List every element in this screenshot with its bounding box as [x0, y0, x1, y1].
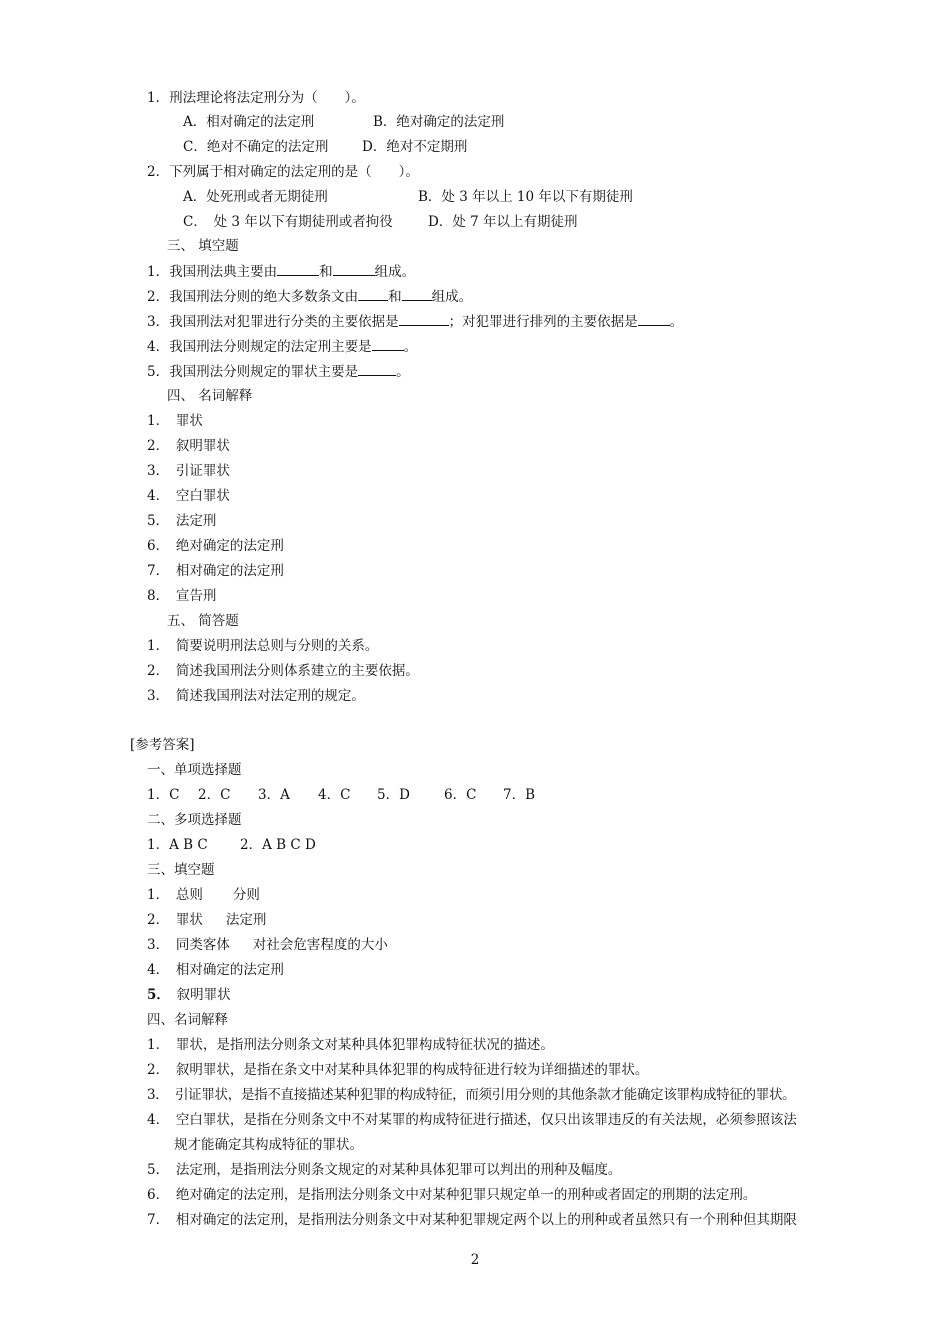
list-item: 3． 引证罪状	[147, 463, 230, 479]
option: A．处死刑或者无期徒刑	[183, 189, 328, 205]
answer-row-continuation: 规才能确定其构成特征的罪状。	[174, 1137, 363, 1153]
answer-row: 1． 罪状，是指刑法分则条文对某种具体犯罪构成特征状况的描述。	[147, 1037, 554, 1053]
answers-title: [参考答案]	[130, 737, 195, 753]
section-heading: 三、 填空题	[167, 238, 239, 254]
list-item: 1． 简要说明刑法总则与分则的关系。	[147, 638, 379, 654]
answer-row: 1． 总则 分则	[147, 887, 260, 903]
option: C． 处 3 年以下有期徒刑或者拘役	[183, 214, 393, 230]
fill-question: 3．我国刑法对犯罪进行分类的主要依据是 ；对犯罪进行排列的主要依据是 。	[147, 314, 684, 330]
answer-item: 2．A B C D	[240, 837, 316, 853]
list-item: 8． 宣告刑	[147, 588, 217, 604]
answer-row: 5． 法定刑，是指刑法分则条文规定的对某种具体犯罪可以判出的刑种及幅度。	[147, 1162, 622, 1178]
list-item: 2． 叙明罪状	[147, 438, 230, 454]
option: C．绝对不确定的法定刑	[183, 139, 329, 155]
fill-question: 2．我国刑法分则的绝大多数条文由 和 组成。	[147, 289, 473, 305]
answer-row: 3． 引证罪状，是指不直接描述某种犯罪的构成特征，而须引用分则的其他条款才能确定该罪构成特征的罪状。	[147, 1087, 796, 1103]
fill-question: 1．我国刑法典主要由 和 组成。	[147, 264, 416, 280]
list-item: 6． 绝对确定的法定刑	[147, 538, 284, 554]
question-stem: 2．下列属于相对确定的法定刑的是（ ）。	[147, 164, 419, 180]
answer-item: 2．C	[198, 787, 231, 803]
list-item: 3． 简述我国刑法对法定刑的规定。	[147, 688, 365, 704]
section-heading: 五、 简答题	[167, 613, 239, 629]
fill-question: 5．我国刑法分则规定的罪状主要是 。	[147, 364, 410, 380]
list-item: 7． 相对确定的法定刑	[147, 563, 284, 579]
option: B．处 3 年以上 10 年以下有期徒刑	[418, 189, 633, 205]
blank-line	[358, 362, 396, 376]
list-item: 4． 空白罪状	[147, 488, 230, 504]
option: D．处 7 年以上有期徒刑	[428, 214, 578, 230]
list-item: 5． 法定刑	[147, 513, 217, 529]
option: A．相对确定的法定刑	[183, 114, 315, 130]
section-heading: 四、 名词解释	[167, 388, 253, 404]
answer-row: 2． 叙明罪状，是指在条文中对某种具体犯罪的构成特征进行较为详细描述的罪状。	[147, 1062, 649, 1078]
answer-item: 1．C	[147, 787, 180, 803]
answer-item: 7．B	[503, 787, 536, 803]
answer-item: 6．C	[444, 787, 477, 803]
question-stem: 1．刑法理论将法定刑分为（ ）。	[147, 90, 365, 106]
answer-item: 5．D	[377, 787, 410, 803]
answer-row: 3． 同类客体 对社会危害程度的大小	[147, 937, 388, 953]
answer-row: 5． 叙明罪状	[147, 987, 231, 1003]
section-heading: 四、名词解释	[147, 1012, 228, 1028]
blank-line	[358, 287, 388, 301]
blank-line	[372, 337, 404, 351]
option: B．绝对确定的法定刑	[373, 114, 505, 130]
section-heading: 三、填空题	[147, 862, 215, 878]
section-heading: 二、多项选择题	[147, 812, 242, 828]
option: D．绝对不定期刑	[362, 139, 468, 155]
answer-item: 3．A	[258, 787, 290, 803]
blank-line	[333, 262, 375, 276]
list-item: 1． 罪状	[147, 413, 203, 429]
answer-item: 1．A B C	[147, 837, 208, 853]
answer-row: 2． 罪状 法定刑	[147, 912, 267, 928]
blank-line	[277, 262, 319, 276]
page-number: 2	[470, 1252, 480, 1268]
answer-row: 4． 相对确定的法定刑	[147, 962, 284, 978]
blank-line	[399, 312, 449, 326]
list-item: 2． 简述我国刑法分则体系建立的主要依据。	[147, 663, 419, 679]
answer-row: 7． 相对确定的法定刑，是指刑法分则条文中对某种犯罪规定两个以上的刑种或者虽然只有一个刑种但其期限	[147, 1212, 797, 1228]
answer-row: 4． 空白罪状，是指在分则条文中不对某罪的构成特征进行描述，仅只出该罪违反的有关法规，必须参照该法	[147, 1112, 797, 1128]
fill-question: 4．我国刑法分则规定的法定刑主要是 。	[147, 339, 418, 355]
blank-line	[638, 312, 670, 326]
blank-line	[402, 287, 432, 301]
section-heading: 一、单项选择题	[147, 762, 242, 778]
answer-item: 4．C	[318, 787, 351, 803]
answer-row: 6． 绝对确定的法定刑，是指刑法分则条文中对某种犯罪只规定单一的刑种或者固定的刑期的法定刑。	[147, 1187, 757, 1203]
